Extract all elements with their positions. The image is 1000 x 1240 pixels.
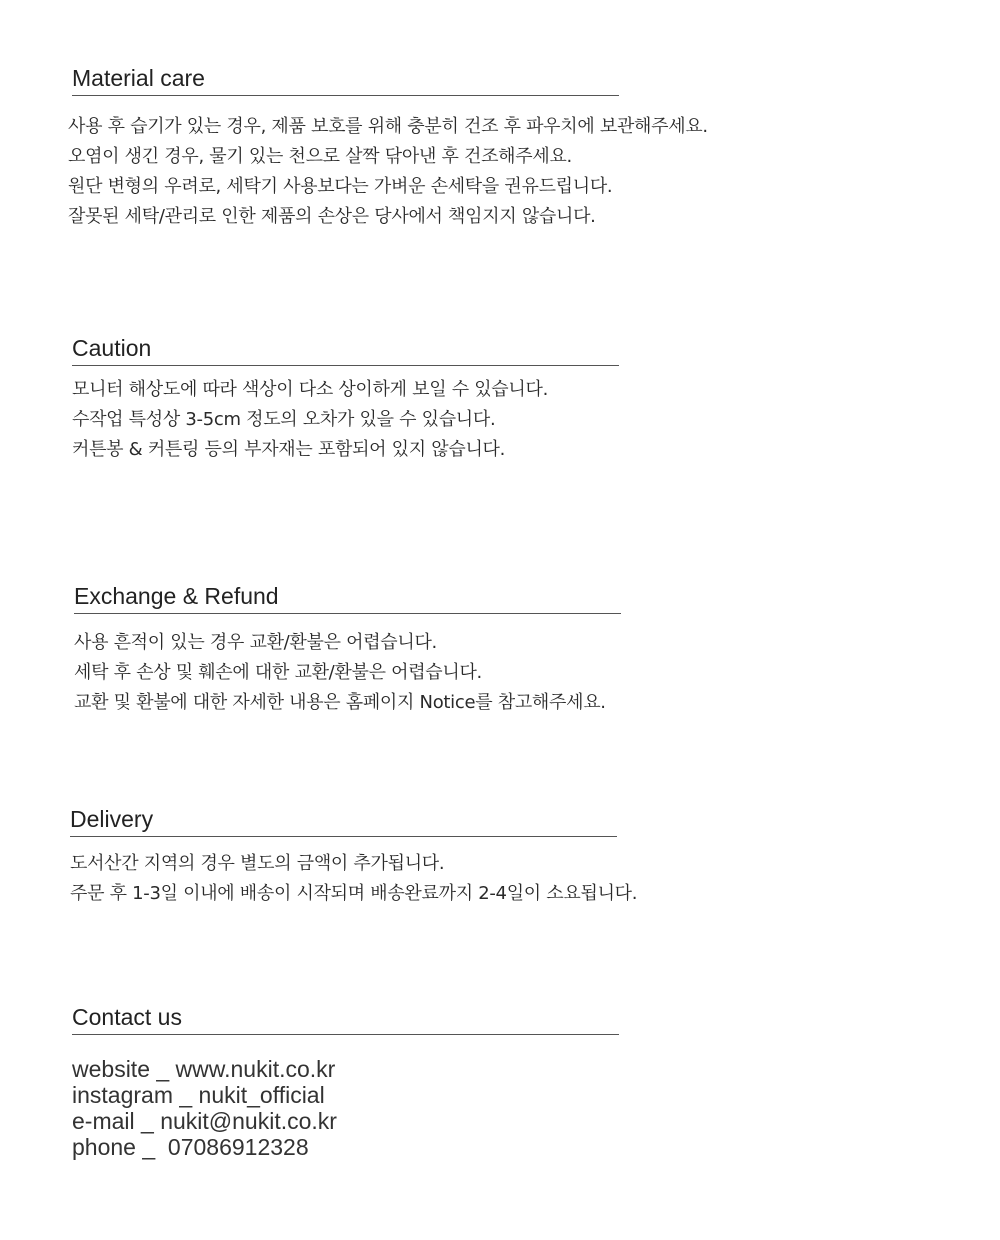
text-line: 도서산간 지역의 경우 별도의 금액이 추가됩니다. (70, 853, 445, 874)
text-line: 오염이 생긴 경우, 물기 있는 천으로 살짝 닦아낸 후 건조해주세요. (68, 146, 572, 167)
text-line: 모니터 해상도에 따라 색상이 다소 상이하게 보일 수 있습니다. (72, 379, 548, 400)
contact-email: e-mail _ nukit@nukit.co.kr (72, 1108, 337, 1134)
text-line: 사용 후 습기가 있는 경우, 제품 보호를 위해 충분히 건조 후 파우치에 보관해주세요. (68, 116, 708, 137)
contact-phone: phone _ 07086912328 (72, 1134, 309, 1160)
line-list (68, 112, 708, 232)
text-line: 주문 후 1-3일 이내에 배송이 시작되며 배송완료까지 2-4일이 소요됩니다. (70, 883, 638, 904)
line-list (70, 849, 638, 909)
text-line: 잘못된 세탁/관리로 인한 제품의 손상은 당사에서 책임지지 않습니다. (68, 206, 596, 227)
section-heading: Contact us (72, 1004, 182, 1030)
section-heading: Delivery (70, 806, 154, 832)
divider (74, 613, 621, 614)
section-caution (72, 334, 632, 465)
contact-website: website _ www.nukit.co.kr (72, 1056, 336, 1082)
text-line: 원단 변형의 우려로, 세탁기 사용보다는 가벼운 손세탁을 권유드립니다. (68, 176, 613, 197)
contact-instagram: instagram _ nukit_official (72, 1082, 325, 1108)
section-contact (72, 1003, 632, 1160)
text-line: 교환 및 환불에 대한 자세한 내용은 홈페이지 Notice를 참고해주세요. (74, 692, 606, 713)
section-exchange-refund (74, 582, 634, 718)
text-line: 수작업 특성상 3-5cm 정도의 오차가 있을 수 있습니다. (72, 409, 496, 430)
section-heading: Material care (72, 65, 205, 91)
contact-list (72, 1056, 632, 1160)
line-list (72, 375, 632, 465)
section-heading: Exchange & Refund (74, 583, 279, 609)
divider (72, 95, 619, 96)
divider (72, 1034, 619, 1035)
section-delivery (70, 805, 638, 909)
text-line: 세탁 후 손상 및 훼손에 대한 교환/환불은 어렵습니다. (74, 662, 482, 683)
divider (72, 365, 619, 366)
section-material-care (68, 64, 708, 232)
text-line: 커튼봉 & 커튼링 등의 부자재는 포함되어 있지 않습니다. (72, 439, 506, 460)
line-list (74, 628, 634, 718)
text-line: 사용 흔적이 있는 경우 교환/환불은 어렵습니다. (74, 632, 437, 653)
divider (70, 836, 617, 837)
section-heading: Caution (72, 335, 152, 361)
